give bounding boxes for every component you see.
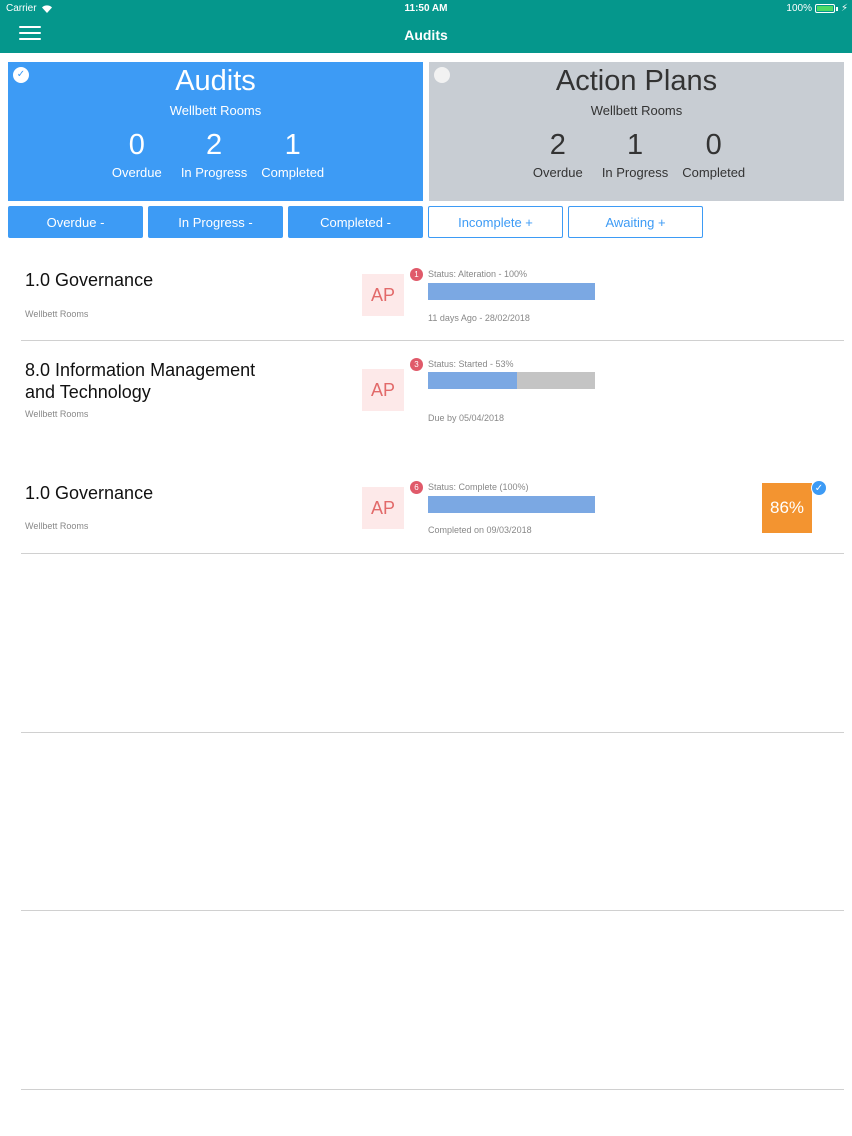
audit-status: Status: Complete (100%) — [428, 482, 529, 492]
carrier-label: Carrier — [6, 3, 37, 14]
charging-icon: ⚡ — [840, 3, 848, 14]
action-plans-card-title: Action Plans — [555, 65, 718, 97]
audit-title: 8.0 Information Management and Technology — [25, 360, 256, 402]
audit-date: Completed on 09/03/2018 — [428, 525, 532, 535]
audit-progress-fill — [428, 283, 595, 300]
audits-stats — [8, 129, 423, 180]
filter-in-progress-button[interactable]: In Progress - — [148, 206, 283, 238]
plans-overdue-count: 2 — [549, 129, 566, 161]
filter-overdue-button[interactable]: Overdue - — [8, 206, 143, 238]
action-plan-count-badge: 6 — [410, 481, 423, 494]
audits-summary-card[interactable] — [8, 62, 423, 201]
audits-card-subtitle: Wellbett Rooms — [169, 103, 262, 118]
status-bar — [0, 0, 852, 16]
battery-indicator — [786, 3, 848, 14]
plans-in-progress-count: 1 — [626, 129, 644, 161]
page-title: Audits — [404, 27, 448, 43]
audits-completed-count: 1 — [284, 129, 301, 161]
audits-completed-stat — [261, 129, 324, 180]
battery-tip — [836, 7, 838, 11]
audits-overdue-count: 0 — [128, 129, 145, 161]
battery-icon — [815, 4, 835, 13]
top-bar — [0, 0, 852, 53]
empty-row-divider — [21, 1089, 844, 1090]
audit-location: Wellbett Rooms — [25, 409, 89, 419]
audits-selected-check-icon[interactable]: ✓ — [13, 67, 29, 83]
audits-in-progress-count: 2 — [205, 129, 223, 161]
audit-progress-bar — [428, 496, 595, 513]
audit-status: Status: Alteration - 100% — [428, 269, 528, 279]
audits-in-progress-label: In Progress — [180, 165, 248, 180]
audit-status: Status: Started - 53% — [428, 359, 514, 369]
action-plans-stats — [429, 129, 844, 180]
audit-title: 1.0 Governance — [25, 483, 154, 503]
audit-progress-bar — [428, 283, 595, 300]
action-plans-summary-card[interactable] — [429, 62, 844, 201]
action-plan-button[interactable]: AP — [362, 369, 404, 411]
audits-card-title: Audits — [175, 65, 256, 97]
plans-completed-count: 0 — [705, 129, 722, 161]
audit-date: Due by 05/04/2018 — [428, 413, 505, 423]
action-plan-count-badge: 1 — [410, 268, 423, 281]
plans-in-progress-stat — [602, 129, 668, 180]
empty-row-divider — [21, 732, 844, 733]
audit-row[interactable] — [21, 253, 844, 341]
empty-row-divider — [21, 910, 844, 911]
audit-title: 1.0 Governance — [25, 270, 154, 290]
audit-progress-bar — [428, 372, 595, 389]
plans-in-progress-label: In Progress — [601, 165, 669, 180]
audits-in-progress-stat — [181, 129, 247, 180]
battery-percent: 100% — [786, 3, 812, 14]
audit-score-badge: 86% — [762, 483, 812, 533]
action-plan-button[interactable]: AP — [362, 274, 404, 316]
audits-overdue-label: Overdue — [111, 165, 162, 180]
action-plan-count-badge: 3 — [410, 358, 423, 371]
filter-incomplete-button[interactable]: Incomplete + — [428, 206, 563, 238]
audit-progress-fill — [428, 372, 517, 389]
audits-completed-label: Completed — [261, 165, 325, 180]
audits-overdue-stat — [107, 129, 167, 180]
plans-completed-stat — [682, 129, 745, 180]
audit-location: Wellbett Rooms — [25, 309, 89, 319]
audit-progress-fill — [428, 496, 595, 513]
plans-overdue-label: Overdue — [532, 165, 583, 180]
filter-awaiting-button[interactable]: Awaiting + — [568, 206, 703, 238]
plans-overdue-stat — [528, 129, 588, 180]
audit-location: Wellbett Rooms — [25, 521, 89, 531]
plans-completed-label: Completed — [682, 165, 746, 180]
action-plans-card-subtitle: Wellbett Rooms — [590, 103, 683, 118]
audit-date: 11 days Ago - 28/02/2018 — [428, 313, 530, 323]
filter-completed-button[interactable]: Completed - — [288, 206, 423, 238]
completed-check-icon: ✓ — [811, 480, 827, 496]
action-plans-radio-icon[interactable] — [434, 67, 450, 83]
audit-row[interactable] — [21, 341, 844, 454]
status-time: 11:50 AM — [404, 3, 448, 14]
audit-row[interactable] — [21, 454, 844, 554]
action-plan-button[interactable]: AP — [362, 487, 404, 529]
